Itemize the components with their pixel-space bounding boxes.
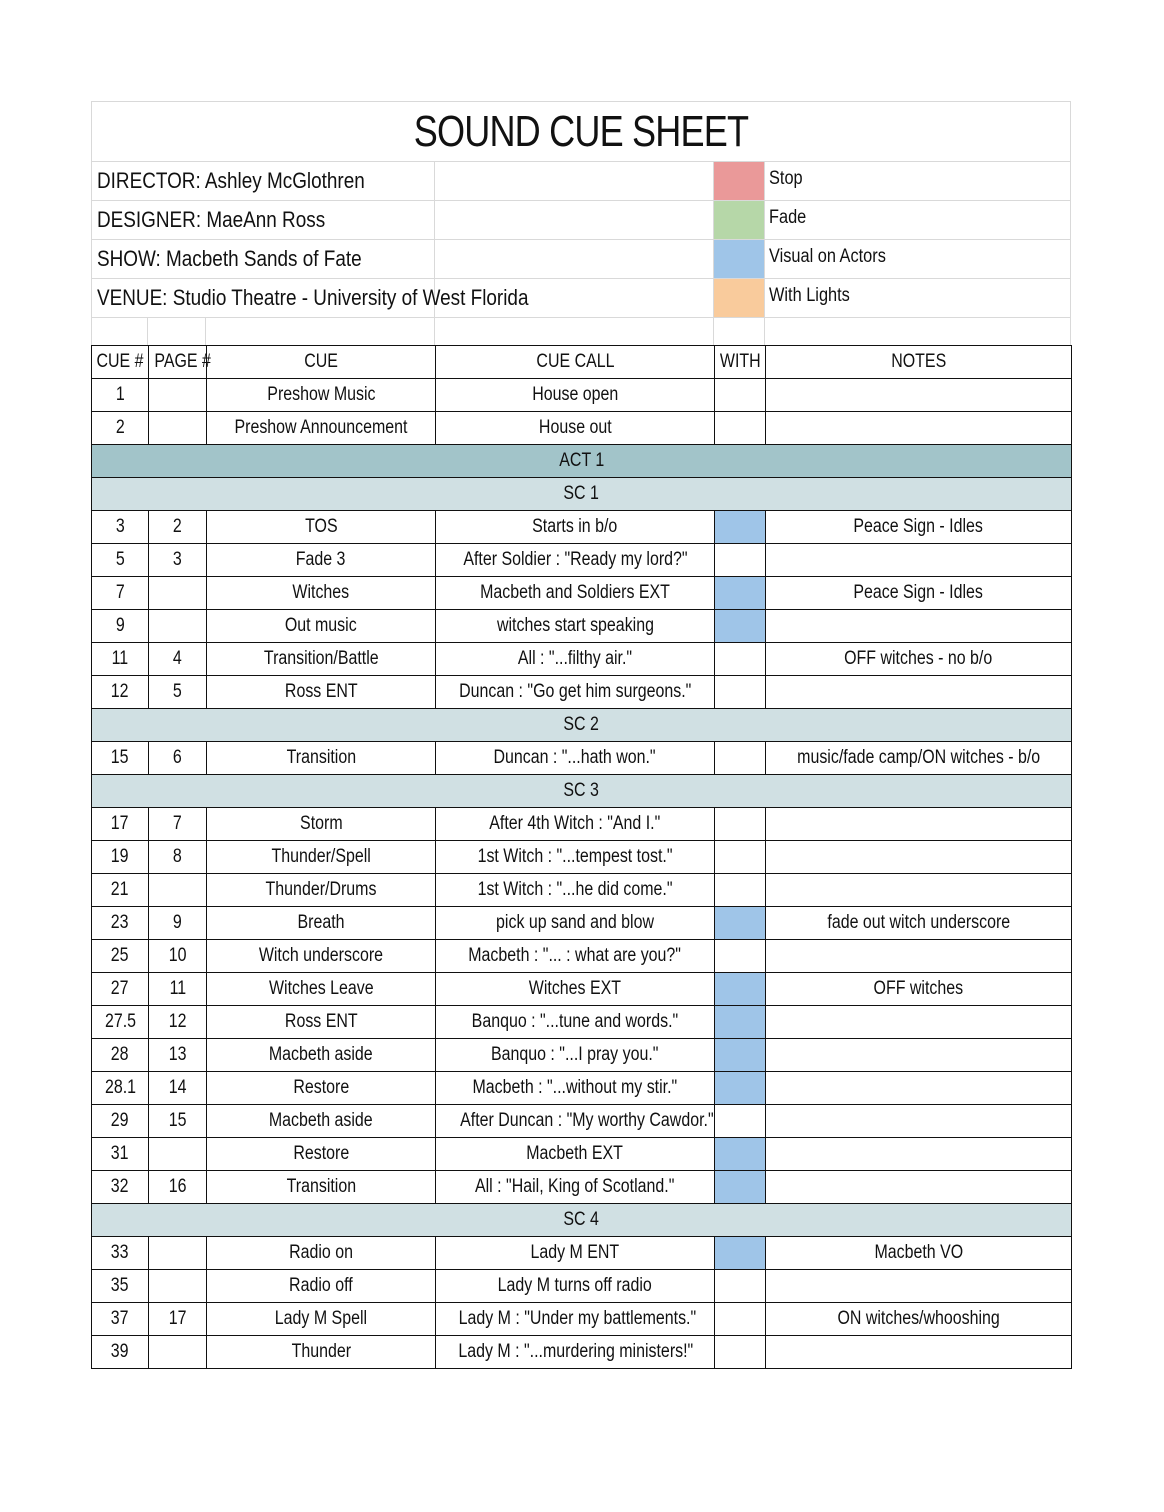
notes-cell bbox=[766, 841, 1072, 874]
with-cell bbox=[715, 1171, 766, 1204]
table-row bbox=[92, 742, 1072, 775]
cue-number-cell: 27.5 bbox=[92, 1006, 149, 1039]
cue-number-cell: 21 bbox=[92, 874, 149, 907]
notes-cell bbox=[766, 1105, 1072, 1138]
table-row bbox=[92, 676, 1072, 709]
table-row bbox=[92, 1237, 1072, 1270]
cue-number-cell: 23 bbox=[92, 907, 149, 940]
with-cell bbox=[715, 544, 766, 577]
table-row bbox=[92, 841, 1072, 874]
cue-number-cell: 2 bbox=[92, 412, 149, 445]
cue-number-cell: 3 bbox=[92, 511, 149, 544]
table-row bbox=[92, 874, 1072, 907]
with-cell bbox=[715, 940, 766, 973]
with-cell bbox=[715, 643, 766, 676]
info-empty-cell bbox=[435, 161, 714, 200]
table-row bbox=[92, 1303, 1072, 1336]
cue-number-cell: 35 bbox=[92, 1270, 149, 1303]
scene-header-row bbox=[92, 478, 1072, 511]
header-page-number: PAGE # bbox=[149, 346, 207, 379]
page-number-cell bbox=[149, 1270, 207, 1303]
cue-call-cell: Lady M : "Under my battlements." bbox=[436, 1303, 715, 1336]
cue-call-cell: Banquo : "...I pray you." bbox=[436, 1039, 715, 1072]
section-label: SC 3 bbox=[92, 775, 1072, 808]
notes-cell bbox=[766, 379, 1072, 412]
legend-swatch-fade bbox=[714, 200, 765, 239]
table-row bbox=[92, 577, 1072, 610]
page-title: SOUND CUE SHEET bbox=[91, 101, 1071, 161]
page-number-cell bbox=[149, 412, 207, 445]
with-cell bbox=[715, 676, 766, 709]
notes-cell: ON witches/whooshing bbox=[766, 1303, 1072, 1336]
cue-call-cell: Lady M : "...murdering ministers!" bbox=[436, 1336, 715, 1369]
cue-call-cell: Lady M ENT bbox=[436, 1237, 715, 1270]
legend-label-lights: With Lights bbox=[765, 278, 1071, 317]
cue-number-cell: 28.1 bbox=[92, 1072, 149, 1105]
cue-number-cell: 27 bbox=[92, 973, 149, 1006]
cue-call-cell: Starts in b/o bbox=[436, 511, 715, 544]
page-number-cell: 14 bbox=[149, 1072, 207, 1105]
cue-number-cell: 25 bbox=[92, 940, 149, 973]
page-number-cell: 4 bbox=[149, 643, 207, 676]
notes-cell: fade out witch underscore bbox=[766, 907, 1072, 940]
cue-call-cell: Duncan : "...hath won." bbox=[436, 742, 715, 775]
cue-call-cell: House out bbox=[436, 412, 715, 445]
notes-cell: Peace Sign - Idles bbox=[766, 577, 1072, 610]
table-row bbox=[92, 544, 1072, 577]
cue-name-cell: Restore bbox=[207, 1072, 436, 1105]
page-number-cell: 17 bbox=[149, 1303, 207, 1336]
cue-number-cell: 39 bbox=[92, 1336, 149, 1369]
cue-call-cell: After Soldier : "Ready my lord?" bbox=[436, 544, 715, 577]
notes-cell bbox=[766, 544, 1072, 577]
cue-number-cell: 12 bbox=[92, 676, 149, 709]
with-cell bbox=[715, 1237, 766, 1270]
page-number-cell bbox=[149, 610, 207, 643]
notes-cell bbox=[766, 1039, 1072, 1072]
table-row bbox=[92, 1336, 1072, 1369]
page-number-cell: 6 bbox=[149, 742, 207, 775]
page-number-cell: 10 bbox=[149, 940, 207, 973]
cue-sheet bbox=[91, 101, 1071, 1369]
cue-number-cell: 19 bbox=[92, 841, 149, 874]
cue-call-cell: Macbeth : "...without my stir." bbox=[436, 1072, 715, 1105]
notes-cell bbox=[766, 610, 1072, 643]
cue-name-cell: Preshow Announcement bbox=[207, 412, 436, 445]
cue-number-cell: 37 bbox=[92, 1303, 149, 1336]
with-cell bbox=[715, 1270, 766, 1303]
cue-call-cell: 1st Witch : "...he did come." bbox=[436, 874, 715, 907]
director-label: DIRECTOR: Ashley McGlothren bbox=[91, 161, 435, 200]
with-cell bbox=[715, 412, 766, 445]
page-number-cell bbox=[149, 1237, 207, 1270]
with-cell bbox=[715, 1039, 766, 1072]
section-label: SC 1 bbox=[92, 478, 1072, 511]
cue-name-cell: Transition bbox=[207, 1171, 436, 1204]
cue-name-cell: Macbeth aside bbox=[207, 1039, 436, 1072]
cue-call-cell: Banquo : "...tune and words." bbox=[436, 1006, 715, 1039]
legend-label-stop: Stop bbox=[765, 161, 1071, 200]
page-number-cell: 15 bbox=[149, 1105, 207, 1138]
scene-header-row bbox=[92, 775, 1072, 808]
header-notes: NOTES bbox=[766, 346, 1072, 379]
cue-rows bbox=[92, 379, 1072, 1369]
page-number-cell: 16 bbox=[149, 1171, 207, 1204]
page-number-cell bbox=[149, 1336, 207, 1369]
notes-cell bbox=[766, 1171, 1072, 1204]
header-row bbox=[92, 346, 1072, 379]
cue-call-cell: Lady M turns off radio bbox=[436, 1270, 715, 1303]
cue-name-cell: Radio on bbox=[207, 1237, 436, 1270]
page-number-cell bbox=[149, 577, 207, 610]
cue-name-cell: Witches Leave bbox=[207, 973, 436, 1006]
act-header-row bbox=[92, 445, 1072, 478]
table-row bbox=[92, 973, 1072, 1006]
section-label: ACT 1 bbox=[92, 445, 1072, 478]
info-empty-cell bbox=[435, 239, 714, 278]
legend-swatch-visual bbox=[714, 239, 765, 278]
with-cell bbox=[715, 1336, 766, 1369]
notes-cell bbox=[766, 1336, 1072, 1369]
section-label: SC 4 bbox=[92, 1204, 1072, 1237]
legend-swatch-lights bbox=[714, 278, 765, 317]
table-row bbox=[92, 1138, 1072, 1171]
header-cue-number: CUE # bbox=[92, 346, 149, 379]
cue-number-cell: 32 bbox=[92, 1171, 149, 1204]
with-cell bbox=[715, 874, 766, 907]
header-cue: CUE bbox=[207, 346, 436, 379]
cue-call-cell: witches start speaking bbox=[436, 610, 715, 643]
scene-header-row bbox=[92, 1204, 1072, 1237]
cue-name-cell: Transition/Battle bbox=[207, 643, 436, 676]
with-cell bbox=[715, 742, 766, 775]
page-number-cell: 13 bbox=[149, 1039, 207, 1072]
table-row bbox=[92, 808, 1072, 841]
cue-name-cell: Out music bbox=[207, 610, 436, 643]
cue-name-cell: Transition bbox=[207, 742, 436, 775]
with-cell bbox=[715, 841, 766, 874]
notes-cell: OFF witches - no b/o bbox=[766, 643, 1072, 676]
scene-header-row bbox=[92, 709, 1072, 742]
cue-name-cell: Restore bbox=[207, 1138, 436, 1171]
spacer-row bbox=[91, 317, 1071, 345]
cue-name-cell: Witch underscore bbox=[207, 940, 436, 973]
table-row bbox=[92, 1039, 1072, 1072]
cue-name-cell: Macbeth aside bbox=[207, 1105, 436, 1138]
page-number-cell bbox=[149, 379, 207, 412]
info-grid bbox=[91, 161, 1071, 317]
cue-call-cell: Witches EXT bbox=[436, 973, 715, 1006]
notes-cell bbox=[766, 676, 1072, 709]
cue-name-cell: Radio off bbox=[207, 1270, 436, 1303]
cue-number-cell: 5 bbox=[92, 544, 149, 577]
notes-cell: Peace Sign - Idles bbox=[766, 511, 1072, 544]
notes-cell: music/fade camp/ON witches - b/o bbox=[766, 742, 1072, 775]
page-number-cell: 8 bbox=[149, 841, 207, 874]
page-number-cell bbox=[149, 1138, 207, 1171]
with-cell bbox=[715, 808, 766, 841]
cue-table bbox=[91, 345, 1072, 1369]
page-number-cell: 9 bbox=[149, 907, 207, 940]
table-row bbox=[92, 610, 1072, 643]
notes-cell bbox=[766, 940, 1072, 973]
cue-name-cell: Ross ENT bbox=[207, 1006, 436, 1039]
table-row bbox=[92, 1105, 1072, 1138]
table-row bbox=[92, 643, 1072, 676]
cue-call-cell: After 4th Witch : "And I." bbox=[436, 808, 715, 841]
cue-name-cell: Thunder/Drums bbox=[207, 874, 436, 907]
table-row bbox=[92, 1171, 1072, 1204]
cue-call-cell: Macbeth : "... : what are you?" bbox=[436, 940, 715, 973]
designer-label: DESIGNER: MaeAnn Ross bbox=[91, 200, 435, 239]
cue-name-cell: Fade 3 bbox=[207, 544, 436, 577]
notes-cell bbox=[766, 874, 1072, 907]
cue-name-cell: Thunder bbox=[207, 1336, 436, 1369]
with-cell bbox=[715, 973, 766, 1006]
cue-name-cell: Storm bbox=[207, 808, 436, 841]
notes-cell bbox=[766, 1006, 1072, 1039]
table-row bbox=[92, 940, 1072, 973]
cue-number-cell: 9 bbox=[92, 610, 149, 643]
cue-number-cell: 17 bbox=[92, 808, 149, 841]
with-cell bbox=[715, 577, 766, 610]
section-label: SC 2 bbox=[92, 709, 1072, 742]
with-cell bbox=[715, 1105, 766, 1138]
with-cell bbox=[715, 610, 766, 643]
cue-number-cell: 11 bbox=[92, 643, 149, 676]
cue-name-cell: TOS bbox=[207, 511, 436, 544]
table-row bbox=[92, 1270, 1072, 1303]
cue-call-cell: pick up sand and blow bbox=[436, 907, 715, 940]
cue-name-cell: Witches bbox=[207, 577, 436, 610]
cue-call-cell: Duncan : "Go get him surgeons." bbox=[436, 676, 715, 709]
page-number-cell: 5 bbox=[149, 676, 207, 709]
show-label: SHOW: Macbeth Sands of Fate bbox=[91, 239, 435, 278]
legend-label-fade: Fade bbox=[765, 200, 1071, 239]
table-row bbox=[92, 907, 1072, 940]
page-number-cell bbox=[149, 874, 207, 907]
cue-number-cell: 31 bbox=[92, 1138, 149, 1171]
cue-call-cell: All : "...filthy air." bbox=[436, 643, 715, 676]
with-cell bbox=[715, 1138, 766, 1171]
table-row bbox=[92, 511, 1072, 544]
info-empty-cell bbox=[435, 200, 714, 239]
cue-number-cell: 33 bbox=[92, 1237, 149, 1270]
notes-cell bbox=[766, 1138, 1072, 1171]
cue-number-cell: 15 bbox=[92, 742, 149, 775]
notes-cell bbox=[766, 1072, 1072, 1105]
legend-swatch-stop bbox=[714, 161, 765, 200]
cue-number-cell: 7 bbox=[92, 577, 149, 610]
cue-call-cell: After Duncan : "My worthy Cawdor." bbox=[436, 1105, 715, 1138]
notes-cell bbox=[766, 1270, 1072, 1303]
table-row bbox=[92, 412, 1072, 445]
notes-cell: OFF witches bbox=[766, 973, 1072, 1006]
header-cue-call: CUE CALL bbox=[436, 346, 715, 379]
with-cell bbox=[715, 379, 766, 412]
cue-name-cell: Thunder/Spell bbox=[207, 841, 436, 874]
page-number-cell: 11 bbox=[149, 973, 207, 1006]
cue-name-cell: Preshow Music bbox=[207, 379, 436, 412]
cue-call-cell: House open bbox=[436, 379, 715, 412]
cue-call-cell: 1st Witch : "...tempest tost." bbox=[436, 841, 715, 874]
cue-call-cell: All : "Hail, King of Scotland." bbox=[436, 1171, 715, 1204]
with-cell bbox=[715, 1006, 766, 1039]
notes-cell: Macbeth VO bbox=[766, 1237, 1072, 1270]
cue-name-cell: Lady M Spell bbox=[207, 1303, 436, 1336]
legend-label-visual: Visual on Actors bbox=[765, 239, 1071, 278]
page-number-cell: 2 bbox=[149, 511, 207, 544]
page-number-cell: 3 bbox=[149, 544, 207, 577]
cue-name-cell: Ross ENT bbox=[207, 676, 436, 709]
cue-call-cell: Macbeth EXT bbox=[436, 1138, 715, 1171]
notes-cell bbox=[766, 412, 1072, 445]
venue-label: VENUE: Studio Theatre - University of West Florida bbox=[91, 278, 435, 317]
table-row bbox=[92, 379, 1072, 412]
cue-number-cell: 1 bbox=[92, 379, 149, 412]
with-cell bbox=[715, 1303, 766, 1336]
table-row bbox=[92, 1006, 1072, 1039]
cue-call-cell: Macbeth and Soldiers EXT bbox=[436, 577, 715, 610]
with-cell bbox=[715, 1072, 766, 1105]
with-cell bbox=[715, 907, 766, 940]
page-number-cell: 12 bbox=[149, 1006, 207, 1039]
cue-name-cell: Breath bbox=[207, 907, 436, 940]
table-row bbox=[92, 1072, 1072, 1105]
cue-number-cell: 28 bbox=[92, 1039, 149, 1072]
cue-number-cell: 29 bbox=[92, 1105, 149, 1138]
with-cell bbox=[715, 511, 766, 544]
header-with: WITH bbox=[715, 346, 766, 379]
page-number-cell: 7 bbox=[149, 808, 207, 841]
notes-cell bbox=[766, 808, 1072, 841]
